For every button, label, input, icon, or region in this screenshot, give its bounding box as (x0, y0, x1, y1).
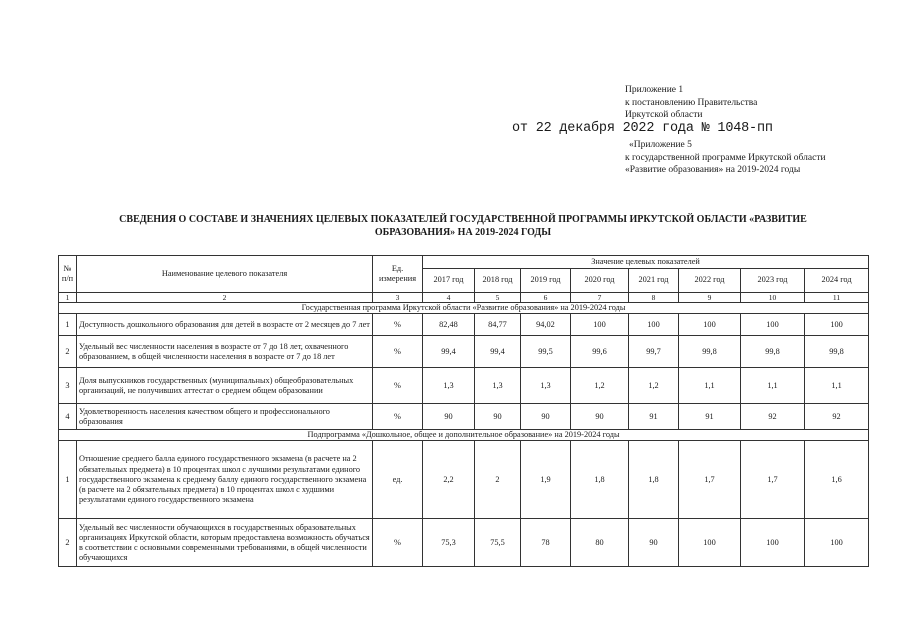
indicator-value: 99,8 (741, 336, 805, 368)
header-year: 2021 год (629, 269, 679, 293)
indicator-value: 91 (679, 404, 741, 430)
appendix-5-header (625, 139, 826, 177)
indicator-value: 1,3 (423, 368, 475, 404)
indicator-value: 90 (629, 519, 679, 567)
row-number: 2 (59, 336, 77, 368)
indicator-unit: % (373, 404, 423, 430)
indicator-unit: % (373, 368, 423, 404)
indicator-value: 1,7 (741, 441, 805, 519)
section-row (59, 303, 869, 314)
indicator-name: Доступность дошкольного образования для детей в возрасте от 2 месяцев до 7 лет (77, 314, 373, 336)
header-year: 2020 год (571, 269, 629, 293)
indicator-value: 1,3 (521, 368, 571, 404)
column-number: 11 (805, 293, 869, 303)
header-year: 2023 год (741, 269, 805, 293)
indicator-value: 75,5 (475, 519, 521, 567)
header-no: № п/п (59, 256, 77, 293)
header-values-group: Значение целевых показателей (423, 256, 869, 269)
table-row (59, 368, 869, 404)
indicator-value: 92 (741, 404, 805, 430)
column-number: 1 (59, 293, 77, 303)
indicator-value: 92 (805, 404, 869, 430)
indicator-value: 84,77 (475, 314, 521, 336)
indicator-name: Удельный вес численности обучающихся в государственных образовательных организациях Иркутской области, которым предоставлена возможность обучаться в соответствии с основными современными требованиями, в общей численности обучающихся (77, 519, 373, 567)
indicator-name: Отношение среднего балла единого государственного экзамена (в расчете на 2 обязательных предмета) в 10 процентах школ с лучшими результатами единого государственного экзамена к среднему баллу единого государственного экзамена (в расчете на 2 обязательных предмета) в 10 процентах школ с худшими результатами единого государственного экзамена (77, 441, 373, 519)
indicator-value: 99,4 (475, 336, 521, 368)
indicator-value: 99,8 (679, 336, 741, 368)
indicator-value: 99,4 (423, 336, 475, 368)
column-number: 8 (629, 293, 679, 303)
column-number: 7 (571, 293, 629, 303)
indicator-value: 99,8 (805, 336, 869, 368)
indicator-value: 90 (423, 404, 475, 430)
section-title: Подпрограмма «Дошкольное, общее и дополнительное образование» на 2019-2024 годы (59, 430, 869, 441)
decree-stamp: от 22 декабря 2022 года № 1048-пп (512, 121, 773, 136)
header-year: 2022 год (679, 269, 741, 293)
column-number: 10 (741, 293, 805, 303)
indicator-value: 82,48 (423, 314, 475, 336)
indicator-unit: ед. (373, 441, 423, 519)
row-number: 4 (59, 404, 77, 430)
indicator-value: 1,8 (629, 441, 679, 519)
appendix-5-line-3: «Развитие образования» на 2019-2024 годы (625, 165, 801, 175)
column-number: 5 (475, 293, 521, 303)
column-number-row (59, 293, 869, 303)
indicator-value: 2,2 (423, 441, 475, 519)
indicator-value: 100 (679, 314, 741, 336)
appendix-1-header (625, 84, 757, 122)
indicator-value: 1,8 (571, 441, 629, 519)
column-number: 6 (521, 293, 571, 303)
header-indicator-name: Наименование целевого показателя (77, 256, 373, 293)
indicator-value: 90 (521, 404, 571, 430)
indicator-value: 100 (741, 314, 805, 336)
appendix-5-line-1: «Приложение 5 (629, 140, 692, 150)
indicator-value: 1,9 (521, 441, 571, 519)
appendix-5-line-2: к государственной программе Иркутской области (625, 152, 826, 163)
table-header (59, 256, 869, 293)
indicator-value: 100 (571, 314, 629, 336)
column-number: 4 (423, 293, 475, 303)
indicator-value: 100 (805, 314, 869, 336)
row-number: 2 (59, 519, 77, 567)
table-row (59, 441, 869, 519)
indicator-value: 90 (571, 404, 629, 430)
indicator-value: 1,2 (571, 368, 629, 404)
indicator-value: 100 (679, 519, 741, 567)
header-unit: Ед. измерения (373, 256, 423, 293)
column-number: 3 (373, 293, 423, 303)
appendix-1-line-1: Приложение 1 (625, 85, 684, 95)
indicators-table (58, 255, 869, 567)
section-title: Государственная программа Иркутской области «Развитие образования» на 2019-2024 годы (59, 303, 869, 314)
indicator-value: 91 (629, 404, 679, 430)
indicator-value: 78 (521, 519, 571, 567)
indicator-value: 1,2 (629, 368, 679, 404)
appendix-1-line-2: к постановлению Правительства (625, 97, 758, 108)
row-number: 1 (59, 314, 77, 336)
header-year: 2019 год (521, 269, 571, 293)
indicator-value: 99,6 (571, 336, 629, 368)
table-row (59, 336, 869, 368)
table-body (59, 293, 869, 567)
indicator-name: Доля выпускников государственных (муниципальных) общеобразовательных организаций, не получивших аттестат о среднем общем образовании (77, 368, 373, 404)
column-number: 2 (77, 293, 373, 303)
indicator-value: 99,7 (629, 336, 679, 368)
indicator-value: 75,3 (423, 519, 475, 567)
indicator-value: 94,02 (521, 314, 571, 336)
table-row (59, 519, 869, 567)
indicator-name: Удельный вес численности населения в возрасте от 7 до 18 лет, охваченного образованием, в общей численности населения в возрасте от 7 до 18 лет (77, 336, 373, 368)
column-number: 9 (679, 293, 741, 303)
indicator-unit: % (373, 336, 423, 368)
table-row (59, 404, 869, 430)
indicator-value: 1,7 (679, 441, 741, 519)
header-year: 2018 год (475, 269, 521, 293)
indicator-unit: % (373, 314, 423, 336)
indicator-value: 1,1 (805, 368, 869, 404)
indicator-value: 99,5 (521, 336, 571, 368)
indicator-value: 1,3 (475, 368, 521, 404)
indicator-value: 1,1 (679, 368, 741, 404)
header-year: 2024 год (805, 269, 869, 293)
document-title-line-2: ОБРАЗОВАНИЯ» НА 2019-2024 ГОДЫ (374, 227, 552, 238)
indicator-unit: % (373, 519, 423, 567)
indicator-value: 90 (475, 404, 521, 430)
row-number: 1 (59, 441, 77, 519)
indicator-value: 1,1 (741, 368, 805, 404)
header-year: 2017 год (423, 269, 475, 293)
row-number: 3 (59, 368, 77, 404)
indicator-value: 100 (805, 519, 869, 567)
document-title-line-1: СВЕДЕНИЯ О СОСТАВЕ И ЗНАЧЕНИЯХ ЦЕЛЕВЫХ ПОКАЗАТЕЛЕЙ ГОСУДАРСТВЕННОЙ ПРОГРАММЫ ИРКУТСКОЙ ОБЛАСТИ «РАЗВИТИЕ (119, 214, 807, 225)
indicator-value: 100 (741, 519, 805, 567)
appendix-1-line-3: Иркутской области (625, 110, 703, 120)
indicator-name: Удовлетворенность населения качеством общего и профессионального образования (77, 404, 373, 430)
indicator-value: 80 (571, 519, 629, 567)
document-title (60, 213, 866, 239)
section-row (59, 430, 869, 441)
indicator-value: 100 (629, 314, 679, 336)
table-row (59, 314, 869, 336)
indicator-value: 1,6 (805, 441, 869, 519)
indicator-value: 2 (475, 441, 521, 519)
